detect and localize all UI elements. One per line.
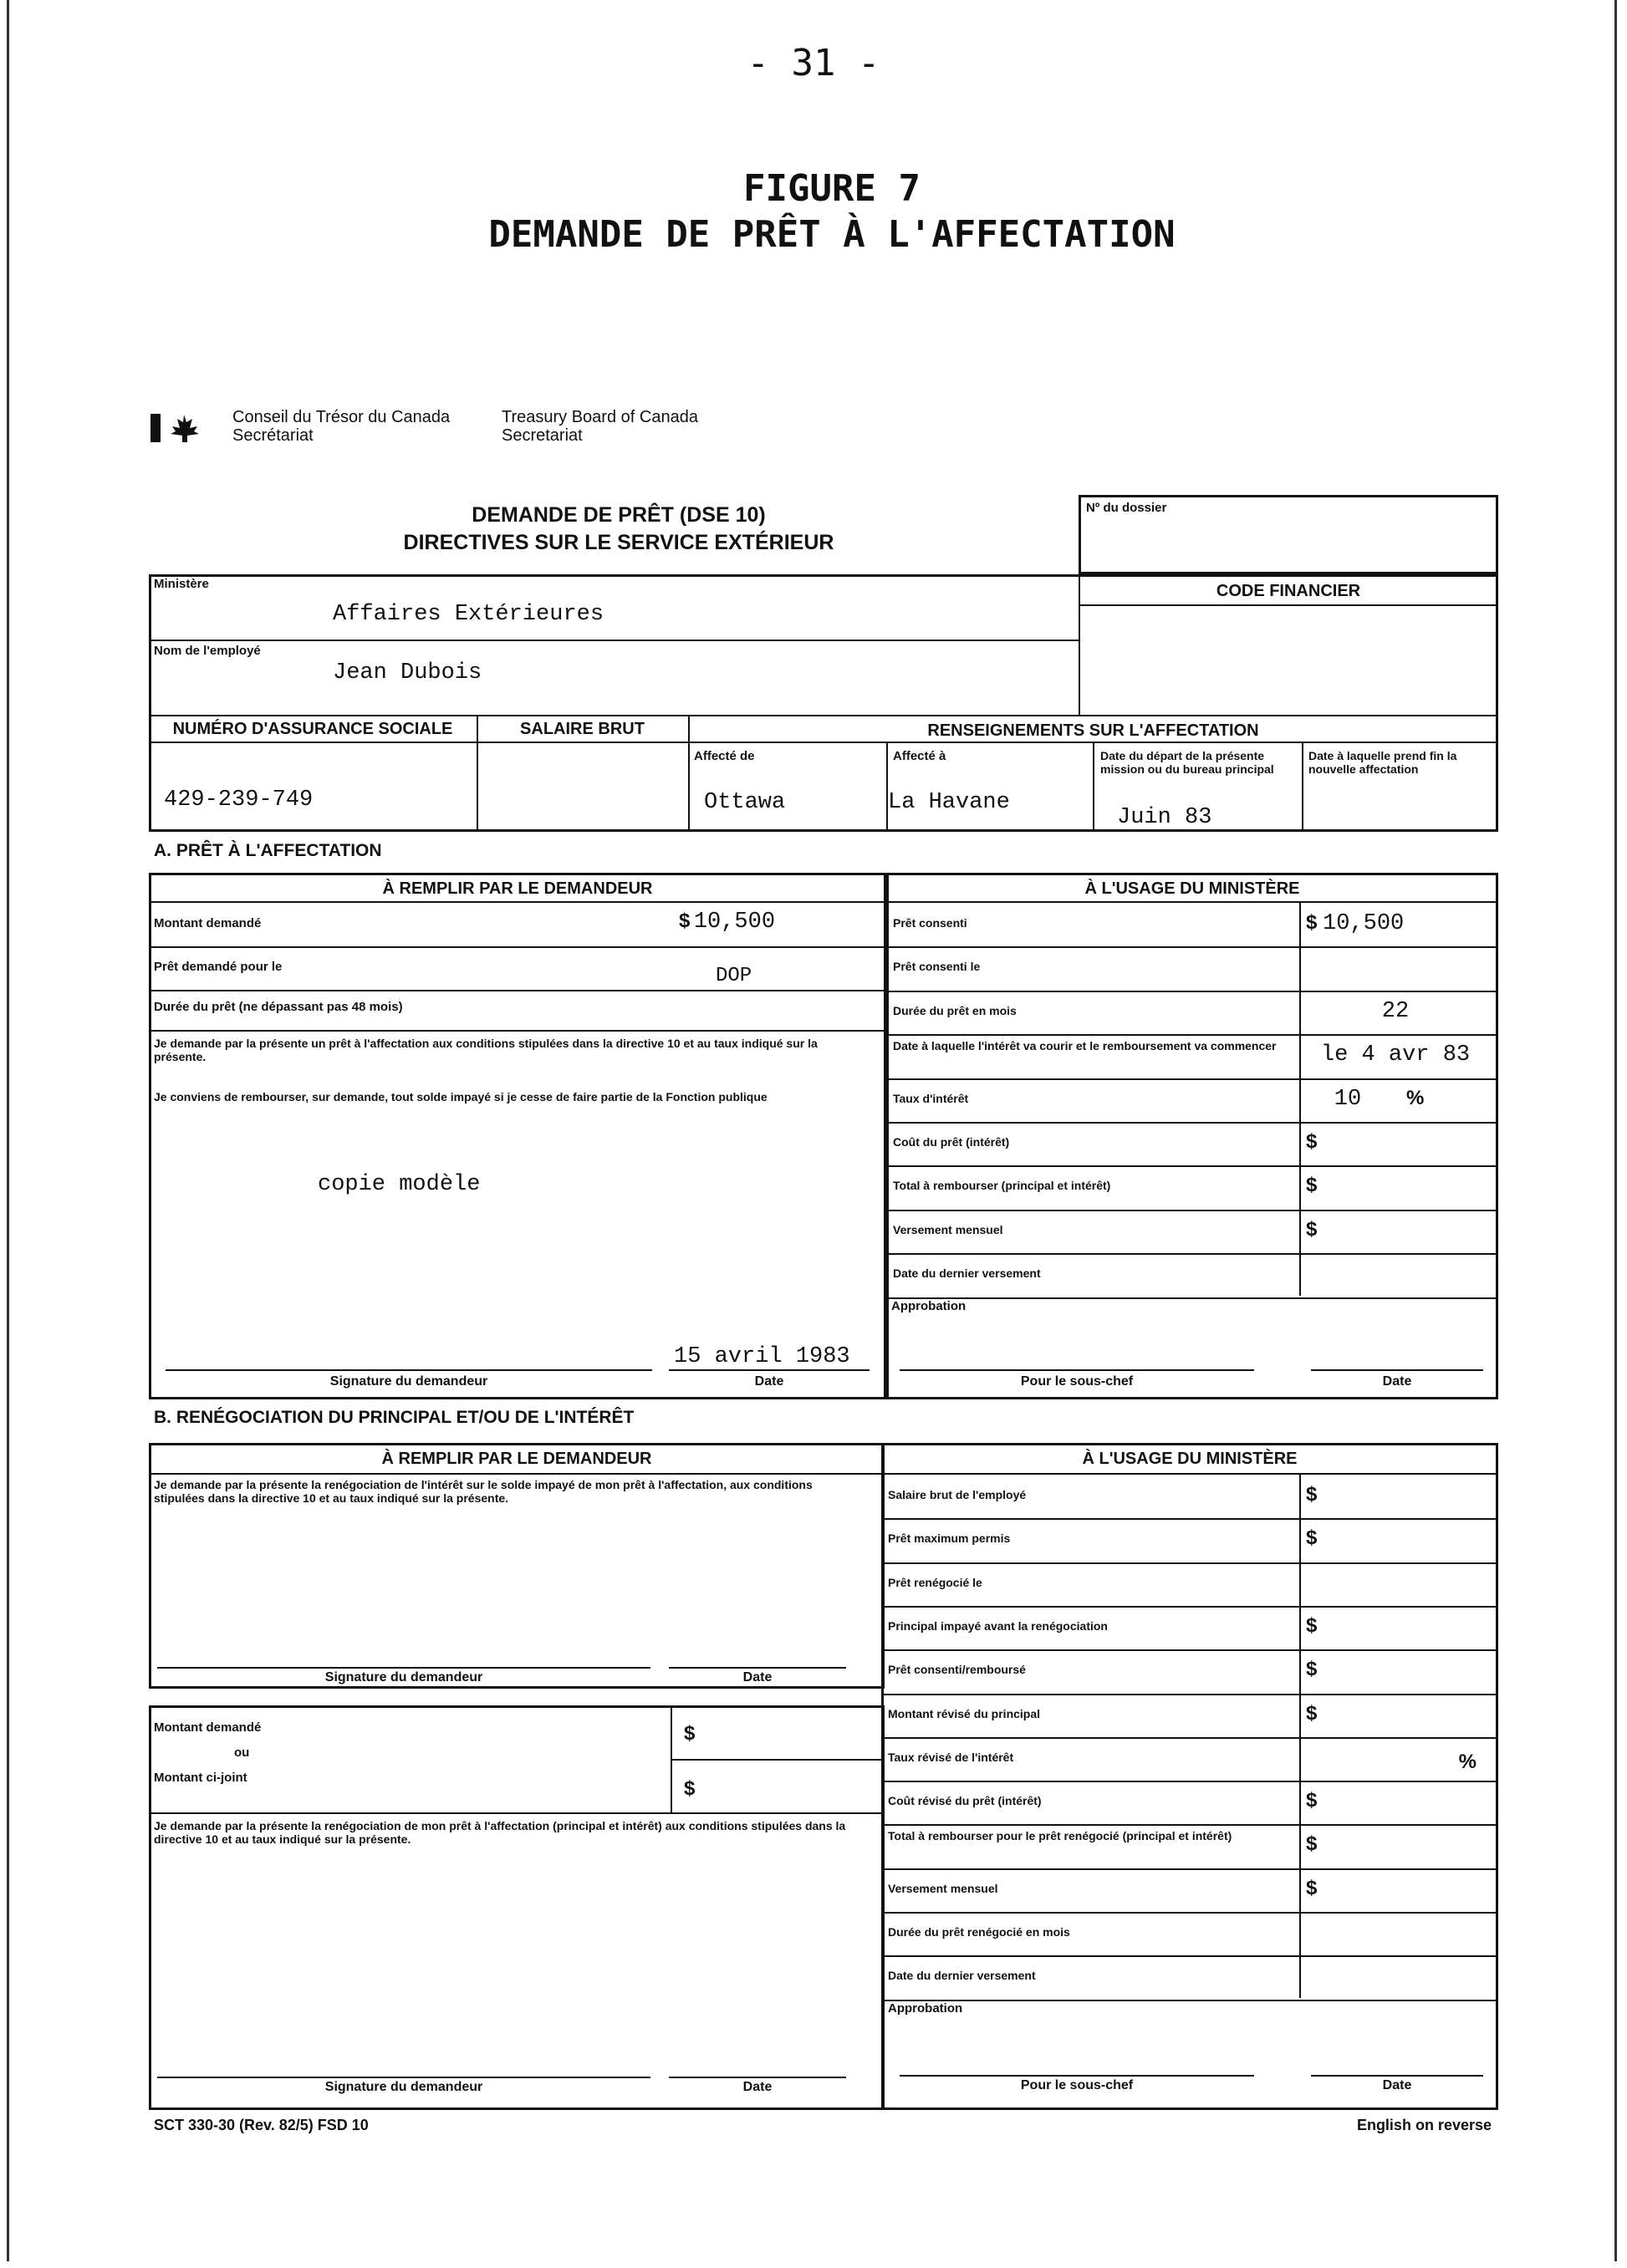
row-label: Date à laquelle l'intérêt va courir et le remboursement va commencer: [893, 1039, 1277, 1053]
row-value-field[interactable]: [1306, 1920, 1485, 1950]
para-b-2: Je demande par la présente la renégociation de mon prêt à l'affectation (principal et intérêt) aux conditions stipulées dans la directive 10 et au taux indiqué sur la présente.: [154, 1819, 846, 1846]
date-a-field[interactable]: 15 avril 1983: [674, 1344, 850, 1369]
code-financier-field[interactable]: [1080, 606, 1497, 713]
ministere-label: Ministère: [154, 577, 209, 591]
row-value-field[interactable]: $: [1306, 1526, 1318, 1550]
form-title: DEMANDE DE PRÊT (DSE 10) DIRECTIVES SUR LE SERVICE EXTÉRIEUR: [403, 503, 834, 554]
affecte-de-field[interactable]: Ottawa: [704, 790, 786, 815]
date-depart-field[interactable]: Juin 83: [1117, 805, 1212, 830]
section-b-right-header: À L'USAGE DU MINISTÈRE: [1082, 1450, 1298, 1468]
row-value-field[interactable]: 22: [1381, 998, 1410, 1024]
approbation-a-label: Approbation: [891, 1299, 967, 1313]
approbation-b-label: Approbation: [888, 2001, 963, 2016]
row-label: Taux d'intérêt: [893, 1091, 969, 1105]
row-label: Date du dernier versement: [893, 1267, 1041, 1281]
agency-en: Treasury Board of Canada Secretariat: [502, 408, 698, 445]
row-value-field[interactable]: $: [1306, 1174, 1318, 1197]
affecte-a-label: Affecté à: [893, 749, 946, 763]
row-label: Taux révisé de l'intérêt: [888, 1750, 1014, 1764]
row-label: Principal impayé avant la renégociation: [888, 1618, 1108, 1633]
page-number: - 31 -: [747, 42, 880, 84]
row-value-field[interactable]: $: [1306, 1658, 1318, 1681]
date-a-label: Date: [754, 1374, 784, 1389]
section-a-left: [149, 873, 886, 1399]
row-label: Coût révisé du prêt (intérêt): [888, 1794, 1042, 1808]
para-b-1: Je demande par la présente la renégociation de l'intérêt sur le solde impayé de mon prêt à l'affectation, aux conditions stipulées dans la directive 10 et au taux indiqué sur la présente.: [154, 1478, 813, 1505]
sous-chef-a-line[interactable]: [900, 1369, 1254, 1371]
date-b1-label: Date: [742, 1670, 773, 1684]
montant-field[interactable]: $ 10,500: [679, 910, 776, 935]
row-label: Total à rembourser (principal et intérêt): [893, 1179, 1111, 1193]
row-label: Prêt maximum permis: [888, 1532, 1011, 1546]
row-label: Montant révisé du principal: [888, 1706, 1041, 1720]
section-b-left-bottom: [149, 1705, 885, 2110]
figure-title: FIGURE 7: [743, 167, 921, 210]
date-b3-label: Date: [1382, 2078, 1412, 2092]
row-label: Total à rembourser pour le prêt renégocié (principal et intérêt): [888, 1829, 1232, 1843]
row-value-field[interactable]: $: [1306, 1613, 1318, 1637]
agency-fr: Conseil du Trésor du Canada Secrétariat: [232, 408, 451, 445]
para-a-1: Je demande par la présente un prêt à l'affectation aux conditions stipulées dans la directive 10 et au taux indiqué sur la présente.: [154, 1037, 818, 1063]
signature-b1-label: Signature du demandeur: [324, 1670, 483, 1684]
row-value-field[interactable]: [1306, 1964, 1485, 1994]
file-number-box[interactable]: Nº du dossier: [1079, 495, 1498, 574]
signature-b1-line[interactable]: [157, 1667, 650, 1669]
montant-label: Montant demandé: [154, 916, 262, 930]
row-label: Durée du prêt en mois: [893, 1003, 1017, 1017]
para-a-2: Je conviens de rembourser, sur demande, tout solde impayé si je cesse de faire partie de la Fonction publique: [154, 1090, 768, 1103]
row-value-field[interactable]: 10 %: [1334, 1086, 1425, 1112]
date-a2-label: Date: [1382, 1374, 1412, 1389]
row-label: Prêt consenti le: [893, 960, 981, 974]
row-label: Prêt consenti/remboursé: [888, 1663, 1026, 1677]
row-value-field[interactable]: $: [1306, 1832, 1318, 1856]
affectation-label: RENSEIGNEMENTS SUR L'AFFECTATION: [927, 721, 1259, 740]
english-on-reverse: English on reverse: [1356, 2117, 1492, 2133]
montant-b-label: Montant demandé: [154, 1720, 262, 1735]
montant-joint-field[interactable]: $: [684, 1777, 696, 1800]
row-value-field[interactable]: $: [1306, 1789, 1318, 1812]
row-value-field[interactable]: $: [1306, 1217, 1318, 1241]
row-value-field[interactable]: [1306, 1261, 1485, 1292]
salaire-field[interactable]: [478, 743, 686, 830]
nas-field[interactable]: 429-239-749: [164, 787, 314, 813]
sous-chef-b-line[interactable]: [900, 2075, 1254, 2077]
row-label: Salaire brut de l'employé: [888, 1488, 1027, 1501]
row-value-field[interactable]: $: [1306, 1130, 1318, 1153]
row-label: Versement mensuel: [888, 1881, 998, 1895]
pret-pour-label: Prêt demandé pour le: [154, 960, 283, 974]
montant-b-field[interactable]: $: [684, 1722, 696, 1745]
model-copy-note: copie modèle: [318, 1172, 481, 1197]
maple-leaf-flag-icon: [150, 411, 205, 449]
ministere-field[interactable]: Affaires Extérieures: [333, 602, 604, 627]
section-b-title: B. RENÉGOCIATION DU PRINCIPAL ET/OU DE L'INTÉRÊT: [154, 1408, 635, 1427]
signature-b2-line[interactable]: [157, 2077, 650, 2078]
row-label: Versement mensuel: [893, 1222, 1003, 1236]
row-value-field[interactable]: $: [1306, 1701, 1318, 1725]
duree-label: Durée du prêt (ne dépassant pas 48 mois): [154, 1000, 403, 1014]
employe-label: Nom de l'employé: [154, 644, 261, 658]
section-a-left-header: À REMPLIR PAR LE DEMANDEUR: [382, 879, 653, 898]
row-value-field[interactable]: le 4 avr 83: [1320, 1042, 1471, 1068]
row-value-field[interactable]: [1306, 955, 1485, 985]
row-label: Durée du prêt renégocié en mois: [888, 1925, 1070, 1939]
affecte-de-label: Affecté de: [694, 749, 755, 763]
code-financier-label: CODE FINANCIER: [1216, 582, 1361, 600]
date-b2-label: Date: [742, 2080, 773, 2094]
sous-chef-a-label: Pour le sous-chef: [1020, 1374, 1134, 1389]
montant-joint-label: Montant ci-joint: [154, 1771, 247, 1785]
row-value-field[interactable]: $ 10,500: [1306, 911, 1405, 936]
section-a-title: A. PRÊT À L'AFFECTATION: [154, 841, 382, 860]
signature-a-label: Signature du demandeur: [329, 1374, 488, 1389]
row-label: Coût du prêt (intérêt): [893, 1135, 1010, 1149]
form-code: SCT 330-30 (Rev. 82/5) FSD 10: [154, 2117, 369, 2133]
section-a-right-header: À L'USAGE DU MINISTÈRE: [1084, 879, 1300, 898]
nas-label: NUMÉRO D'ASSURANCE SOCIALE: [172, 720, 453, 738]
row-label: Prêt consenti: [893, 916, 967, 930]
date-fin-label: Date à laquelle prend fin la nouvelle affectation: [1308, 749, 1457, 776]
signature-b2-label: Signature du demandeur: [324, 2080, 483, 2094]
row-value-field[interactable]: %: [1458, 1750, 1477, 1773]
row-value-field[interactable]: $: [1306, 1876, 1318, 1899]
affecte-a-field[interactable]: La Havane: [888, 790, 1010, 815]
salaire-label: SALAIRE BRUT: [520, 720, 645, 738]
employe-field[interactable]: Jean Dubois: [333, 660, 482, 685]
ou-label: ou: [234, 1746, 250, 1760]
signature-a-line[interactable]: [166, 1369, 652, 1371]
section-b-left-header: À REMPLIR PAR LE DEMANDEUR: [381, 1450, 652, 1468]
pret-pour-field[interactable]: DOP: [716, 965, 752, 987]
sous-chef-b-label: Pour le sous-chef: [1020, 2078, 1134, 2092]
row-value-field[interactable]: [1306, 1571, 1485, 1601]
figure-subtitle: DEMANDE DE PRÊT À L'AFFECTATION: [488, 213, 1176, 256]
row-label: Prêt renégocié le: [888, 1575, 982, 1589]
row-value-field[interactable]: $: [1306, 1483, 1318, 1506]
row-label: Date du dernier versement: [888, 1969, 1036, 1983]
date-depart-label: Date du départ de la présente mission ou du bureau principal: [1100, 749, 1274, 776]
